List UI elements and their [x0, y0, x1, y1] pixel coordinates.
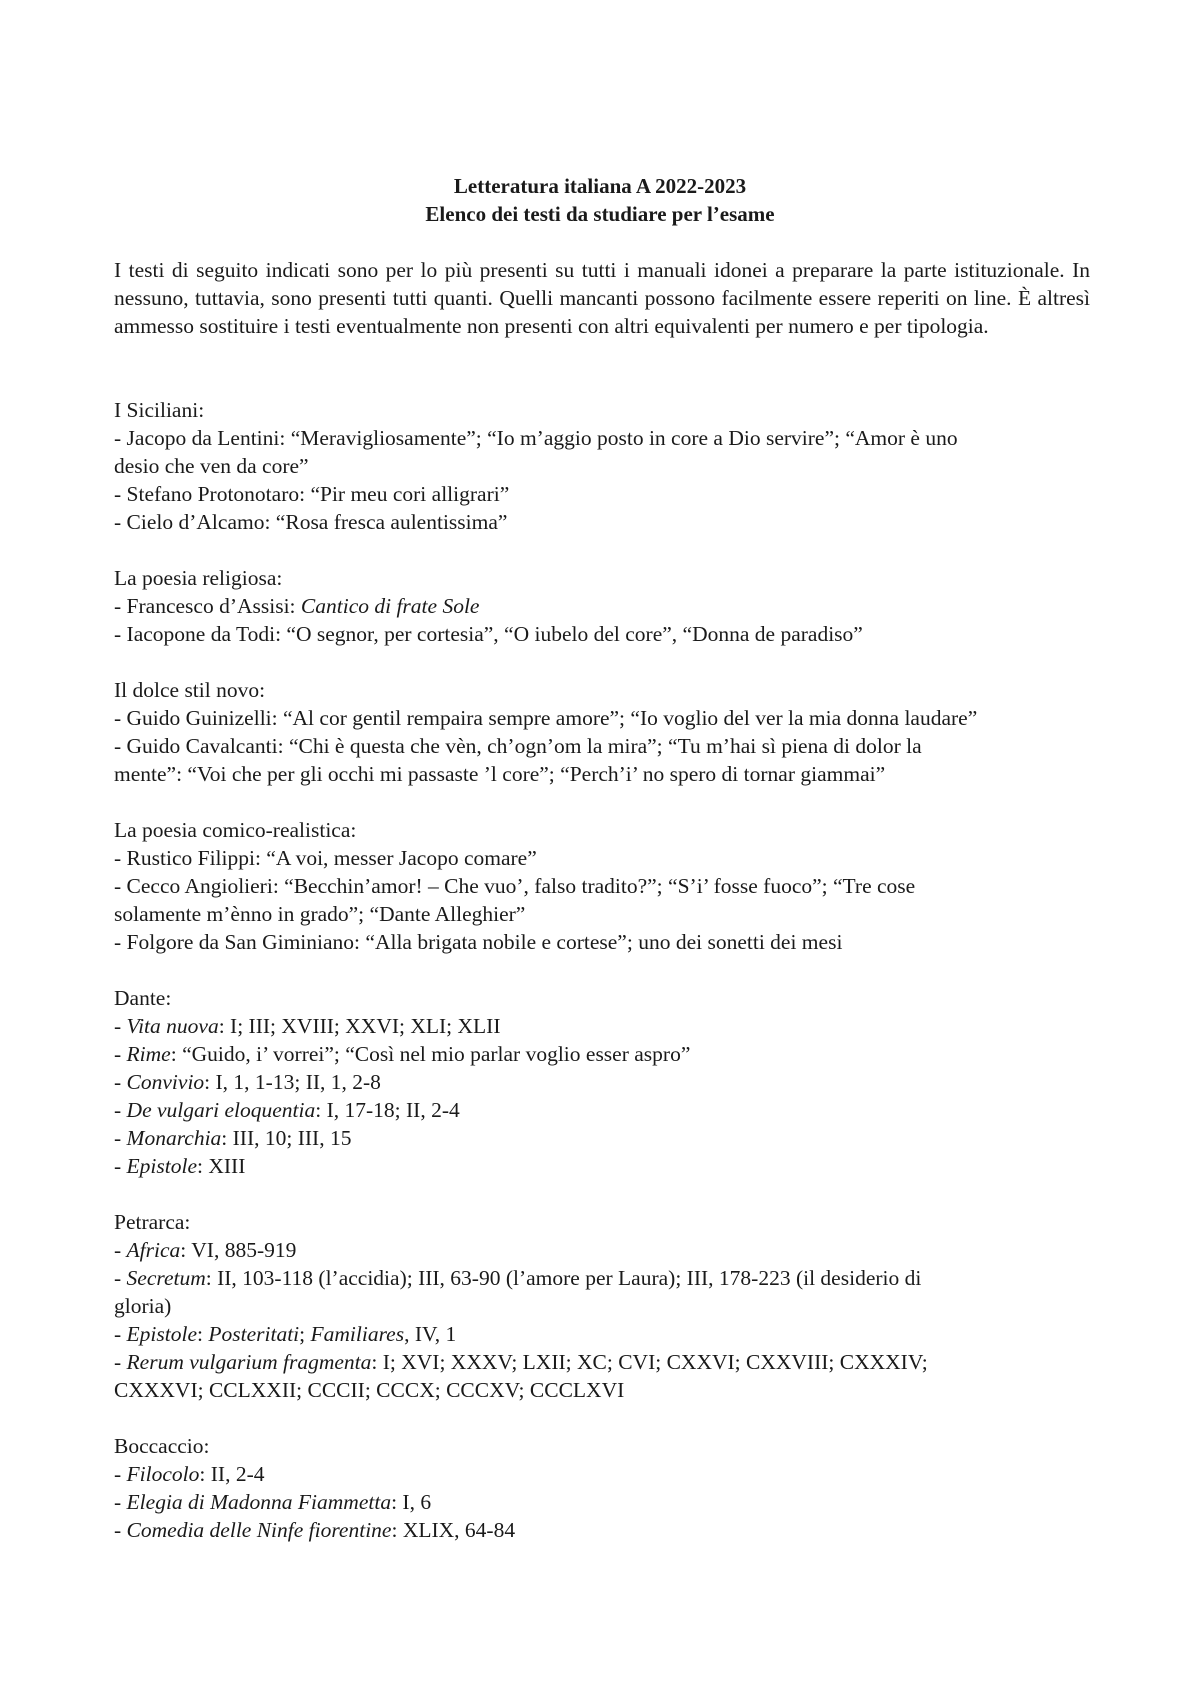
text-line [114, 1376, 1104, 1404]
text-line [114, 1348, 1104, 1376]
work-title: Comedia delle Ninfe fiorentine [126, 1518, 392, 1542]
text-run: - [114, 1462, 127, 1486]
document-subtitle: Elenco dei testi da studiare per l’esame [425, 202, 775, 226]
text-run: : “Guido, i’ vorrei”; “Così nel mio parlar voglio esser aspro” [170, 1042, 691, 1066]
text-run: mente”: “Voi che per gli occhi mi passaste ’l core”; “Perch’i’ no spero di tornar giammai” [114, 762, 886, 786]
work-title: Rerum vulgarium fragmenta [126, 1350, 372, 1374]
text-run: : XLIX, 64-84 [391, 1518, 516, 1542]
document-title: Letteratura italiana A 2022-2023 [453, 174, 747, 198]
text-run: - Stefano Protonotaro: “Pir meu cori alligrari” [114, 482, 510, 506]
text-run: : VI, 885-919 [180, 1238, 297, 1262]
text-line [114, 480, 1104, 508]
text-line [114, 760, 1104, 788]
text-run: - Guido Guinizelli: “Al cor gentil rempaira sempre amore”; “Io voglio del ver la mia donna laudare” [114, 706, 978, 730]
text-run: ; [299, 1322, 311, 1346]
text-run: - Cecco Angiolieri: “Becchin’amor! – Che vuo’, falso tradito?”; “S’i’ fosse fuoco”; “Tre cose [114, 874, 916, 898]
section-heading: La poesia religiosa: [114, 566, 283, 590]
text-run: - [114, 1322, 127, 1346]
text-run: - Jacopo da Lentini: “Meravigliosamente”; “Io m’aggio posto in core a Dio servire”; “Amor è uno [114, 426, 958, 450]
text-line [114, 844, 1104, 872]
text-run: : XIII [197, 1154, 246, 1178]
text-line [114, 732, 1104, 760]
text-run: - Folgore da San Giminiano: “Alla brigata nobile e cortese”; uno dei sonetti dei mesi [114, 930, 843, 954]
text-run: - Rustico Filippi: “A voi, messer Jacopo comare” [114, 846, 537, 870]
section [114, 676, 1104, 788]
text-line [114, 1264, 1104, 1292]
work-title: Epistole [126, 1154, 198, 1178]
text-line [114, 1488, 1104, 1516]
text-run: - [114, 1154, 127, 1178]
text-line [114, 1068, 1104, 1096]
text-line [114, 1516, 1104, 1544]
section [114, 1208, 1104, 1404]
text-line [114, 704, 1104, 732]
text-line [114, 1152, 1104, 1180]
work-title: Convivio [126, 1070, 205, 1094]
work-title: Filocolo [126, 1462, 200, 1486]
text-line [114, 620, 1104, 648]
text-run: gloria) [114, 1294, 172, 1318]
section-heading: Dante: [114, 986, 172, 1010]
text-line [114, 872, 1104, 900]
section [114, 1432, 1104, 1544]
text-run: - Iacopone da Todi: “O segnor, per cortesia”, “O iubelo del core”, “Donna de paradiso” [114, 622, 863, 646]
work-title: Epistole [126, 1322, 198, 1346]
text-run: : II, 103-118 (l’accidia); III, 63-90 (l’amore per Laura); III, 178-223 (il desiderio di [205, 1266, 922, 1290]
text-line [114, 1292, 1104, 1320]
text-run: desio che ven da core” [114, 454, 309, 478]
sections-list [114, 396, 1104, 1572]
text-run: : I, 17-18; II, 2-4 [315, 1098, 460, 1122]
text-line [114, 1460, 1104, 1488]
text-line [114, 1012, 1104, 1040]
text-line [114, 1040, 1104, 1068]
text-run: - [114, 1014, 127, 1038]
text-line [114, 1320, 1104, 1348]
text-run: - [114, 1238, 127, 1262]
text-line [114, 1096, 1104, 1124]
section-heading: I Siciliani: [114, 398, 205, 422]
text-run: - [114, 1490, 127, 1514]
work-title: Rime [126, 1042, 171, 1066]
text-run: - [114, 1070, 127, 1094]
text-line [114, 900, 1104, 928]
intro-paragraph: I testi di seguito indicati sono per lo più presenti su tutti i manuali idonei a preparare la parte istituzionale. In nessuno, tuttavia, sono presenti tutti quanti. Quelli mancanti possono facilmente essere reperiti on line. È altresì ammesso sostituire i testi eventualmente non presenti con altri equivalenti per numero e per tipologia. [114, 258, 1090, 338]
text-line [114, 1124, 1104, 1152]
text-line [114, 452, 1104, 480]
text-run: CXXXVI; CCLXXII; CCCII; CCCX; CCCXV; CCCLXVI [114, 1378, 625, 1402]
text-line [114, 928, 1104, 956]
text-line [114, 424, 1104, 452]
work-title: Posteritati [208, 1322, 300, 1346]
text-run: - [114, 1098, 127, 1122]
text-line [114, 592, 1104, 620]
text-run: : I; III; XVIII; XXVI; XLI; XLII [218, 1014, 501, 1038]
work-title: Secretum [126, 1266, 206, 1290]
text-run: - Francesco d’Assisi: [114, 594, 301, 618]
text-run: - [114, 1126, 127, 1150]
work-title: De vulgari eloquentia [126, 1098, 316, 1122]
section-heading: Boccaccio: [114, 1434, 210, 1458]
work-title: Vita nuova [126, 1014, 219, 1038]
text-run: - Guido Cavalcanti: “Chi è questa che vèn, ch’ogn’om la mira”; “Tu m’hai sì piena di dolor la [114, 734, 922, 758]
text-run: - [114, 1042, 127, 1066]
section [114, 984, 1104, 1180]
work-title: Cantico di frate Sole [300, 594, 480, 618]
text-run: : II, 2-4 [199, 1462, 265, 1486]
text-run: - [114, 1266, 127, 1290]
work-title: Elegia di Madonna Fiammetta [126, 1490, 392, 1514]
text-run: : I; XVI; XXXV; LXII; XC; CVI; CXXVI; CXXVIII; CXXXIV; [371, 1350, 928, 1374]
section-heading: La poesia comico-realistica: [114, 818, 357, 842]
text-run: : III, 10; III, 15 [221, 1126, 352, 1150]
text-run: : [197, 1322, 209, 1346]
section [114, 396, 1104, 536]
text-run: : I, 1, 1-13; II, 1, 2-8 [204, 1070, 381, 1094]
text-run: solamente m’ènno in grado”; “Dante Alleghier” [114, 902, 526, 926]
work-title: Monarchia [126, 1126, 222, 1150]
text-run: , IV, 1 [404, 1322, 457, 1346]
section-heading: Petrarca: [114, 1210, 191, 1234]
section [114, 816, 1104, 956]
text-run: - [114, 1518, 127, 1542]
text-line [114, 508, 1104, 536]
text-run: - Cielo d’Alcamo: “Rosa fresca aulentissima” [114, 510, 508, 534]
work-title: Familiares [310, 1322, 405, 1346]
text-run: : I, 6 [391, 1490, 432, 1514]
work-title: Africa [126, 1238, 181, 1262]
text-run: - [114, 1350, 127, 1374]
section [114, 564, 1104, 648]
text-line [114, 1236, 1104, 1264]
section-heading: Il dolce stil novo: [114, 678, 266, 702]
